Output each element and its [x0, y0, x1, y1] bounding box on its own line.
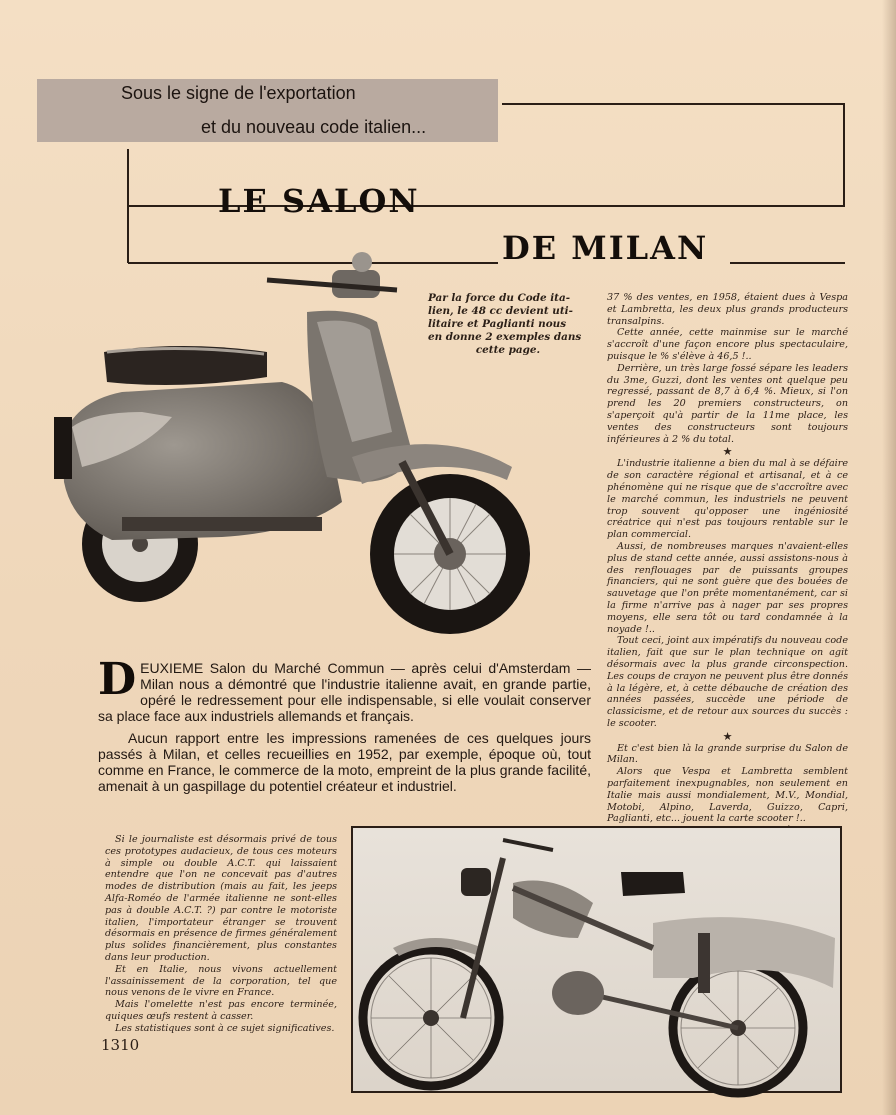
moped-photo	[353, 828, 840, 1091]
right-paragraph: Cette année, cette mainmise sur le marché s'accroît d'une façon encore plus spectaculaire, puisque le % s'élève à 46,5 !..	[607, 327, 848, 362]
caption-line: Par la force du Code ita-	[428, 292, 571, 304]
page-number: 1310	[101, 1036, 140, 1054]
caption-line: cette page.	[475, 344, 541, 356]
lead-text	[98, 654, 591, 794]
frame-right-line	[843, 103, 845, 205]
tagline-line2: et du nouveau code italien...	[201, 117, 427, 137]
title-line2: DE MILAN	[502, 229, 709, 267]
caption-line: lien, le 48 cc devient uti-	[428, 305, 573, 317]
left-paragraph: Mais l'omelette n'est pas encore terminée, quiques œufs restent à casser.	[105, 999, 337, 1022]
moped-photo-frame	[351, 826, 842, 1093]
lead-paragraph-2: Aucun rapport entre les impressions ramenées de ces quelques jours passés à Milan, et celles recueillies en 1952, par exemple, époque où, tout comme en France, le commerce de la moto, empreint de la plus grande facilité, amenait à un gaspillage du potentiel créateur et industriel.	[98, 730, 591, 794]
frame-top-line	[502, 103, 844, 105]
drop-cap: D	[98, 654, 137, 705]
right-paragraph: L'industrie italienne a bien du mal à se défaire de son caractère régional et artisanal, et à ce phénomène qui ne risque que de s'accroître avec le marché commun, les industriels ne peuvent trop souvent qu'opposer une ingéniosité créatrice qui n'est pas toujours rentable sur le plan commercial.	[607, 458, 848, 541]
photo-caption	[428, 292, 588, 357]
frame-bottom-right-line	[730, 262, 845, 264]
left-paragraph: Si le journaliste est désormais privé de tous ces prototypes audacieux, de tous ces moteurs à simple ou double A.C.T. qui laissaient entendre que l'on ne concevait pas d'autres modes de distribution (mais au fait, les jeeps Alfa-Roméo de l'armée italienne ne sont-elles pas à double A.C.T. ?) par contre le motoriste italien, l'importateur étranger se trouvent désormais en présence de firmes généralement plus solides financièrement, plus constantes dans leur production.	[105, 834, 337, 963]
right-paragraph: Aussi, de nombreuses marques n'avaient-elles plus de stand cette année, aussi assistons-nous à des renflouages par de puissants groupes financiers, qui ne sont guère que des bouées de sauvetage que l'on prête momentanément, car si la firme n'arrive pas à nager par ses propres moyens, elle sera tôt ou tard condamnée à la noyade !..	[607, 540, 848, 635]
caption-line: en donne 2 exemples dans	[428, 331, 582, 343]
frame-left-line	[127, 149, 129, 263]
left-column-text	[105, 834, 337, 1035]
star-separator: ★	[722, 445, 733, 459]
page-edge-shadow	[882, 0, 896, 1115]
right-paragraph: Alors que Vespa et Lambretta semblent parfaitement inexpugnables, non seulement en Italie mais aussi mondialement, M.V., Mondial, Motobi, Alpino, Laverda, Guizzo, Capri, Paglianti, etc... jouent la carte scooter !..	[607, 766, 848, 825]
star-separator: ★	[722, 729, 733, 743]
right-paragraph: Derrière, un très large fossé sépare les leaders du 3me, Guzzi, dont les ventes ont quelque peu regressé, passant de 8,7 à 6,4 %. Mieux, si l'on prend les 20 premiers constructeurs, on s'aperçoit qu'à partir de la 11me place, les ventes des constructeurs sont toujours inférieures à 2 % du total.	[607, 362, 848, 445]
right-column-text	[607, 292, 848, 837]
right-paragraph: Tout ceci, joint aux impératifs du nouveau code italien, fait que sur le plan technique on agit désormais avec la plus grande circonspection. Les coups de crayon ne peuvent plus être donnés à la légère, et, à cette débauche de création des années passées, succède une période de classicisme, et de retour aux sources du succès : le scooter.	[607, 635, 848, 729]
tagline-banner	[37, 79, 498, 142]
right-paragraph: Et c'est bien là la grande surprise du Salon de Milan.	[607, 742, 848, 766]
title-line1: LE SALON	[218, 182, 420, 220]
right-paragraph: 37 % des ventes, en 1958, étaient dues à Vespa et Lambretta, les deux plus grands producteurs transalpins.	[607, 292, 848, 327]
left-paragraph: Les statistiques sont à ce sujet significatives.	[115, 1022, 335, 1034]
left-paragraph: Et en Italie, nous vivons actuellement l'assainissement de la corporation, tel que nous venons de le vivre en France.	[105, 963, 337, 999]
tagline-line1: Sous le signe de l'exportation	[121, 83, 356, 103]
lead-paragraph-1: EUXIEME Salon du Marché Commun — après celui d'Amsterdam — Milan nous a démontré que l'industrie italienne avait, en grande partie, opéré le redressement pour elle indispensable, si elle voulait conserver sa place face aux industriels allemands et français.	[98, 660, 591, 724]
caption-line: litaire et Paglianti nous	[428, 318, 567, 330]
